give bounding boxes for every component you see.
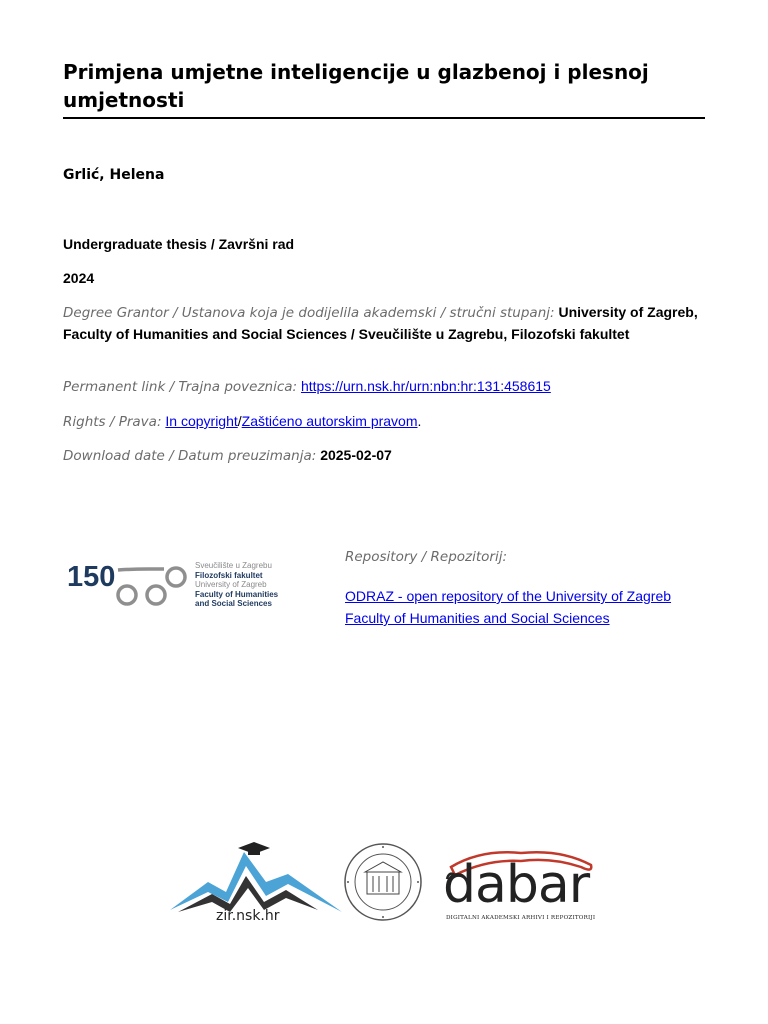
thesis-year: 2024 xyxy=(63,270,95,286)
faculty-logo-line4: Faculty of Humanities xyxy=(195,589,279,599)
repository-link-text[interactable]: ODRAZ - open repository of the University of Zagreb Faculty of Humanities and Social Sciences xyxy=(345,588,672,626)
rings-icon xyxy=(118,568,185,604)
faculty-logo-line2: Filozofski fakultet xyxy=(195,570,263,580)
degree-grantor-label: Degree Grantor / Ustanova koja je dodijelila akademski / stručni stupanj: xyxy=(63,305,555,321)
graduation-cap-icon xyxy=(238,842,270,855)
download-date-value: 2025-02-07 xyxy=(320,447,392,463)
permanent-link-url[interactable]: https://urn.nsk.hr/urn:nbn:hr:131:458615 xyxy=(300,378,551,394)
repository-link[interactable] xyxy=(345,585,705,629)
title-divider xyxy=(63,117,705,119)
rights-separator: / xyxy=(237,413,242,429)
faculty-logo-text xyxy=(195,561,278,609)
degree-grantor xyxy=(63,302,703,345)
degree-grantor-value: University of Zagreb, Faculty of Humanities and Social Sciences / Sveučilište u Zagrebu, Filozofski fakultet xyxy=(63,304,698,342)
zir-label: zir.nsk.hr xyxy=(216,908,280,924)
author-name: Grlić, Helena xyxy=(63,167,165,183)
rights xyxy=(63,411,703,433)
thesis-type: Undergraduate thesis / Završni rad xyxy=(63,236,295,252)
dabar-subtitle: DIGITALNI AKADEMSKI ARHIVI I REPOZITORIJI xyxy=(446,915,596,921)
faculty-logo-line3: University of Zagreb xyxy=(195,580,267,589)
dabar-wordmark: dabar xyxy=(443,855,590,915)
faculty-logo-line1: Sveučilište u Zagrebu xyxy=(195,561,272,570)
rights-end: . xyxy=(417,413,422,429)
download-date-label: Download date / Datum preuzimanja: xyxy=(63,448,317,464)
repository-label: Repository / Repozitorij: xyxy=(345,549,508,565)
faculty-150-logo[interactable] xyxy=(64,556,324,614)
faculty-logo-line5: and Social Sciences xyxy=(195,599,272,608)
rights-link-zasticeno[interactable]: Zaštićeno autorskim pravom xyxy=(241,413,418,429)
permanent-link xyxy=(63,376,703,398)
permanent-link-label: Permanent link / Trajna poveznica: xyxy=(63,379,298,395)
university-seal-icon[interactable] xyxy=(343,842,423,922)
download-date xyxy=(63,445,703,467)
rights-label: Rights / Prava: xyxy=(63,414,162,430)
logo-150-number: 150 xyxy=(67,561,116,593)
rights-link-in-copyright[interactable]: In copyright xyxy=(165,413,238,429)
document-title: Primjena umjetne inteligencije u glazbenoj i plesnoj umjetnosti xyxy=(63,60,649,112)
